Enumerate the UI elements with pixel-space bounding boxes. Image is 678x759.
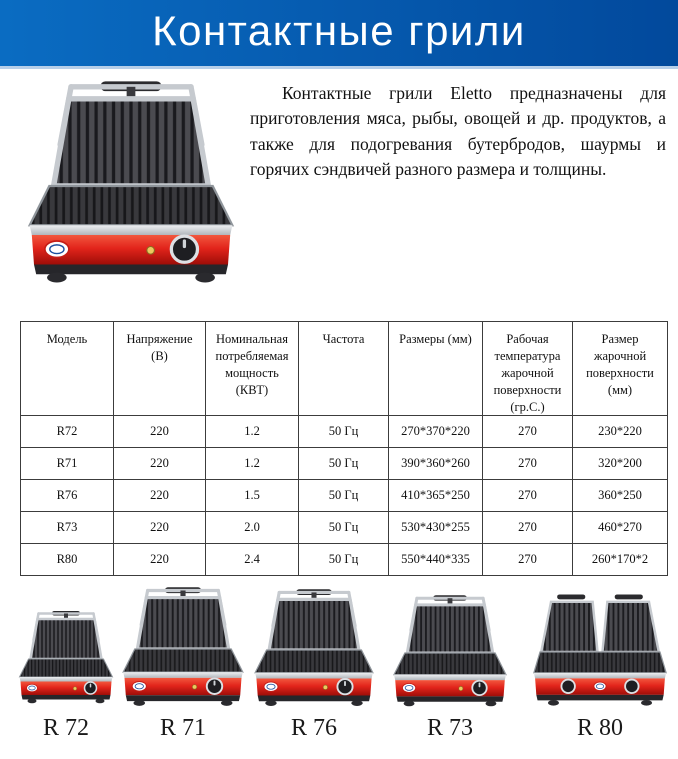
col-header-power: Номинальная потребляемая мощность (КВТ) bbox=[206, 322, 299, 416]
table-cell: 50 Гц bbox=[299, 416, 389, 448]
page-title: Контактные грили bbox=[152, 7, 526, 54]
table-cell: R72 bbox=[21, 416, 114, 448]
product-label: R 80 bbox=[576, 715, 623, 742]
table-row bbox=[21, 544, 668, 576]
table-cell: 460*270 bbox=[573, 512, 668, 544]
table-cell: 320*200 bbox=[573, 448, 668, 480]
product-label: R 73 bbox=[426, 715, 473, 742]
hero-grill-photo bbox=[14, 77, 242, 313]
table-cell: 50 Гц bbox=[299, 448, 389, 480]
specs-table-header bbox=[21, 322, 668, 416]
table-cell: 2.4 bbox=[206, 544, 299, 576]
table-cell: 270 bbox=[483, 512, 573, 544]
table-row bbox=[21, 416, 668, 448]
table-cell: 230*220 bbox=[573, 416, 668, 448]
product-figure bbox=[16, 606, 116, 742]
table-cell: 410*365*250 bbox=[389, 480, 483, 512]
table-cell: 220 bbox=[114, 480, 206, 512]
table-cell: 270 bbox=[483, 416, 573, 448]
table-cell: R76 bbox=[21, 480, 114, 512]
table-cell: 1.2 bbox=[206, 448, 299, 480]
col-header-work-temp: Рабочая температура жарочной поверхности (гр.С.) bbox=[483, 322, 573, 416]
table-cell: 530*430*255 bbox=[389, 512, 483, 544]
table-cell: 50 Гц bbox=[299, 480, 389, 512]
product-figure bbox=[378, 594, 522, 742]
table-cell: 270 bbox=[483, 544, 573, 576]
table-cell: 50 Гц bbox=[299, 544, 389, 576]
table-cell: 260*170*2 bbox=[573, 544, 668, 576]
col-header-voltage: Напряжение (В) bbox=[114, 322, 206, 416]
table-cell: 1.5 bbox=[206, 480, 299, 512]
grill-r73-illustration bbox=[378, 594, 522, 712]
col-header-surface-size: Размер жарочной поверхности (мм) bbox=[573, 322, 668, 416]
table-cell: R73 bbox=[21, 512, 114, 544]
table-cell: 270*370*220 bbox=[389, 416, 483, 448]
specs-table bbox=[20, 321, 668, 576]
table-cell: 550*440*335 bbox=[389, 544, 483, 576]
product-description: Контактные грили Eletto предназначены для приготовления мяса, рыбы, овощей и др. продуктов, а также для подогревания бутербродов, шаурмы и горячих сэндвичей разного размера и толщины. bbox=[250, 83, 666, 180]
table-cell: 1.2 bbox=[206, 416, 299, 448]
product-label: R 71 bbox=[159, 715, 206, 742]
col-header-dimensions: Размеры (мм) bbox=[389, 322, 483, 416]
table-cell: 220 bbox=[114, 512, 206, 544]
table-cell: 220 bbox=[114, 416, 206, 448]
grill-r80-double-illustration bbox=[522, 592, 678, 712]
table-row bbox=[21, 512, 668, 544]
product-figure bbox=[522, 592, 678, 742]
table-cell: 360*250 bbox=[573, 480, 668, 512]
table-row bbox=[21, 480, 668, 512]
table-row bbox=[21, 448, 668, 480]
product-label: R 76 bbox=[290, 715, 337, 742]
table-cell: 50 Гц bbox=[299, 512, 389, 544]
product-figure bbox=[116, 586, 250, 742]
table-cell: R80 bbox=[21, 544, 114, 576]
col-header-frequency: Частота bbox=[299, 322, 389, 416]
intro-section bbox=[0, 69, 678, 313]
table-cell: 270 bbox=[483, 480, 573, 512]
table-cell: 220 bbox=[114, 448, 206, 480]
grill-illustration bbox=[22, 79, 240, 293]
product-figure bbox=[250, 588, 378, 742]
page-banner bbox=[0, 0, 678, 69]
table-cell: 220 bbox=[114, 544, 206, 576]
grill-r76-illustration bbox=[250, 588, 378, 712]
grill-r72-illustration bbox=[16, 606, 116, 712]
table-cell: 2.0 bbox=[206, 512, 299, 544]
product-label: R 72 bbox=[42, 715, 89, 742]
col-header-model: Модель bbox=[21, 322, 114, 416]
table-cell: 390*360*260 bbox=[389, 448, 483, 480]
grill-r71-illustration bbox=[116, 586, 250, 712]
table-cell: R71 bbox=[21, 448, 114, 480]
product-gallery bbox=[0, 576, 678, 742]
table-cell: 270 bbox=[483, 448, 573, 480]
